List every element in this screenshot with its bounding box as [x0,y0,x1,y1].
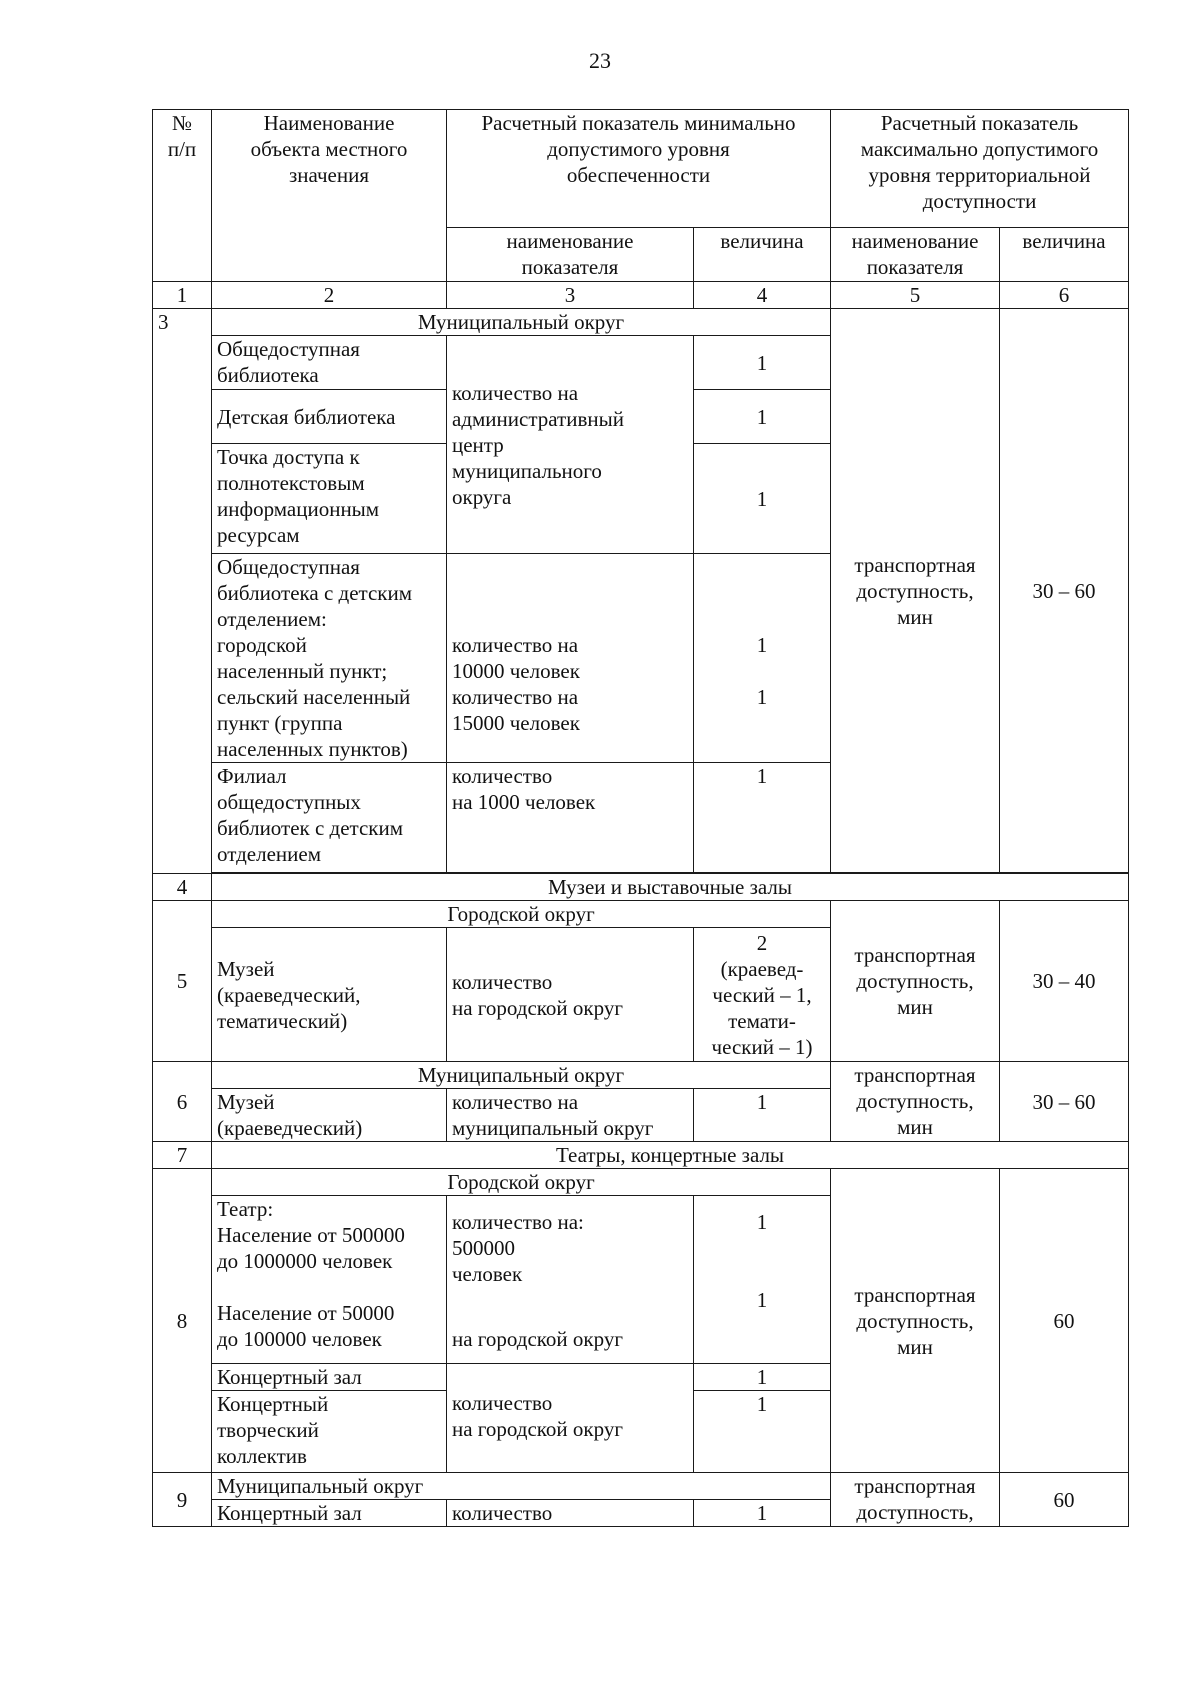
row-7-number: 7 [153,1142,212,1169]
object-name: Концертный зал [212,1500,447,1527]
object-name: Концертный зал [212,1364,447,1391]
header-object-name: Наименование объекта местного значения [212,110,447,282]
subheader-indicator-name-2: наименование показателя [831,228,1000,282]
row-9-section-title: Муниципальный округ [212,1473,831,1500]
indicator-name: количество на 10000 человек количество на 15000 человек [447,554,694,763]
norms-table [152,109,1129,1527]
row-9-access-name: транспортная доступность, [831,1473,1000,1527]
subheader-indicator-name: наименование показателя [447,228,694,282]
row-6-section-title: Муниципальный округ [212,1062,831,1089]
indicator-name: количество на городской округ [447,1364,694,1473]
row-3-access-name: транспортная доступность, мин [831,309,1000,873]
row-8-number: 8 [153,1169,212,1473]
row-7-section [153,1142,1129,1169]
row-5-section-title: Городской округ [212,901,831,928]
indicator-value: 1 [694,763,831,873]
column-number: 5 [831,282,1000,309]
row-8-access-name: транспортная доступность, мин [831,1169,1000,1473]
column-number: 2 [212,282,447,309]
column-number: 4 [694,282,831,309]
row-7-section-title: Театры, концертные залы [212,1142,1129,1169]
row-5-access-value: 30 – 40 [1000,901,1129,1062]
indicator-value: 1 [694,1500,831,1527]
row-3-section [153,309,1129,336]
indicator-name: количество на городской округ [447,928,694,1062]
indicator-value: 1 [694,1364,831,1391]
column-number: 6 [1000,282,1129,309]
page-number: 23 [589,48,611,73]
indicator-name: количество [447,1500,694,1527]
row-6-number: 6 [153,1062,212,1142]
object-name: Общедоступная библиотека с детским отделением: городской населенный пункт; сельский населенный пункт (группа населенных пунктов) [212,554,447,763]
indicator-value: 1 [694,1089,831,1142]
indicator-name: количество на муниципальный округ [447,1089,694,1142]
indicator-name: количество на: 500000 человек на городской округ [447,1196,694,1364]
subheader-value-2: величина [1000,228,1129,282]
row-9-access-value: 60 [1000,1473,1129,1527]
indicator-value: 1 [694,390,831,444]
object-name: Филиал общедоступных библиотек с детским отделением [212,763,447,873]
row-5-number: 5 [153,901,212,1062]
row-6-access-value: 30 – 60 [1000,1062,1129,1142]
row-8-section-title: Городской округ [212,1169,831,1196]
object-name: Общедоступная библиотека [212,336,447,390]
row-3-number: 3 [153,309,212,874]
row-3-access-value: 30 – 60 [1000,309,1129,873]
indicator-value: 1 [694,444,831,554]
indicator-value: 1 [694,336,831,390]
row-4-section [153,874,1129,901]
row-4-number: 4 [153,874,212,901]
indicator-name: количество на 1000 человек [447,763,694,873]
header-max-access: Расчетный показатель максимально допустимого уровня территориальной доступности [831,110,1129,228]
header-number: № п/п [153,110,212,282]
column-number: 1 [153,282,212,309]
object-name: Театр: Население от 500000 до 1000000 человек Население от 50000 до 100000 человек [212,1196,447,1364]
row-9-section [153,1473,1129,1500]
row-8-section [153,1169,1129,1196]
row-4-section-title: Музеи и выставочные залы [212,874,1129,901]
row-5-section [153,901,1129,928]
subheader-value: величина [694,228,831,282]
object-name: Концертный творческий коллектив [212,1391,447,1473]
row-6-access-name: транспортная доступность, мин [831,1062,1000,1142]
indicator-value: 2 (краевед- ческий – 1, темати- ческий – 1) [694,928,831,1062]
row-9-number: 9 [153,1473,212,1527]
indicator-values: 1 1 [694,1196,831,1364]
row-8-access-value: 60 [1000,1169,1129,1473]
row-5-access-name: транспортная доступность, мин [831,901,1000,1062]
row-3-section-title: Муниципальный округ [212,309,831,336]
indicator-name: количество на административный центр муниципального округа [447,336,694,554]
indicator-values: 1 1 [694,554,831,763]
object-name: Детская библиотека [212,390,447,444]
column-numbers-row [153,282,1129,309]
header-row [153,110,1129,228]
norms-table-wrapper [152,109,1128,1527]
column-number: 3 [447,282,694,309]
object-name: Музей (краеведческий, тематический) [212,928,447,1062]
object-name: Музей (краеведческий) [212,1089,447,1142]
header-min-provision: Расчетный показатель минимально допустимого уровня обеспеченности [447,110,831,228]
object-name: Точка доступа к полнотекстовым информационным ресурсам [212,444,447,554]
indicator-value: 1 [694,1391,831,1473]
row-6-section [153,1062,1129,1089]
